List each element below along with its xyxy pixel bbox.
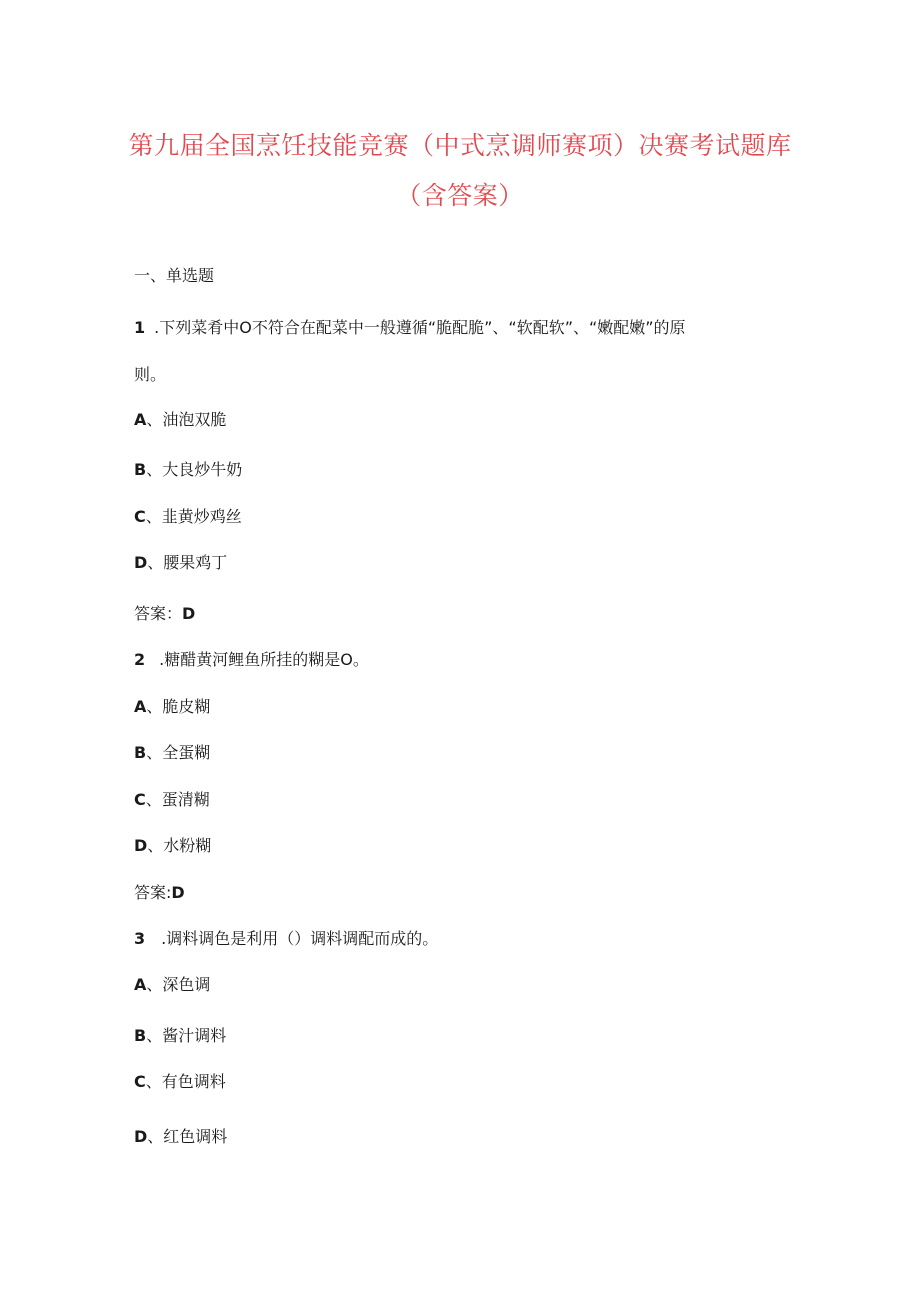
question-3: [134, 928, 438, 950]
option-b: B、全蛋糊: [134, 743, 211, 762]
option-b: B、酱汁调料: [134, 1026, 227, 1045]
question-2: [134, 649, 369, 671]
answer-line: 答案:D: [134, 883, 185, 902]
question-text: .糖醋黄河鲤鱼所挂的糊是O。: [159, 650, 369, 669]
section-heading: 一、单选题: [134, 266, 215, 285]
option-c: C、有色调料: [134, 1072, 226, 1091]
question-number: 3: [134, 929, 146, 948]
question-1: [134, 317, 686, 339]
option-c: C、韭黄炒鸡丝: [134, 507, 242, 526]
title-line-2: （含答案）: [396, 181, 524, 210]
option-d: D、红色调料: [134, 1127, 228, 1146]
question-number: 1: [134, 318, 146, 337]
option-c: C、蛋清糊: [134, 790, 210, 809]
option-a: A、深色调: [134, 975, 211, 994]
question-text: .下列菜肴中O不符合在配菜中一般遵循“脆配脆”、“软配软”、“嫩配嫩”的原: [154, 318, 686, 337]
option-b: B、大良炒牛奶: [134, 460, 243, 479]
question-text: .调料调色是利用（）调料调配而成的。: [161, 929, 439, 948]
question-number: 2: [134, 650, 146, 669]
option-a: A、油泡双脆: [134, 410, 227, 429]
answer-line: 答案：D: [134, 604, 196, 623]
title-line-1: 第九届全国烹饪技能竞赛（中式烹调师赛项）决赛考试题库: [128, 131, 792, 160]
option-a: A、脆皮糊: [134, 697, 211, 716]
question-1-continuation: 则。: [134, 365, 167, 384]
option-d: D、水粉糊: [134, 836, 212, 855]
option-d: D、腰果鸡丁: [134, 553, 228, 572]
